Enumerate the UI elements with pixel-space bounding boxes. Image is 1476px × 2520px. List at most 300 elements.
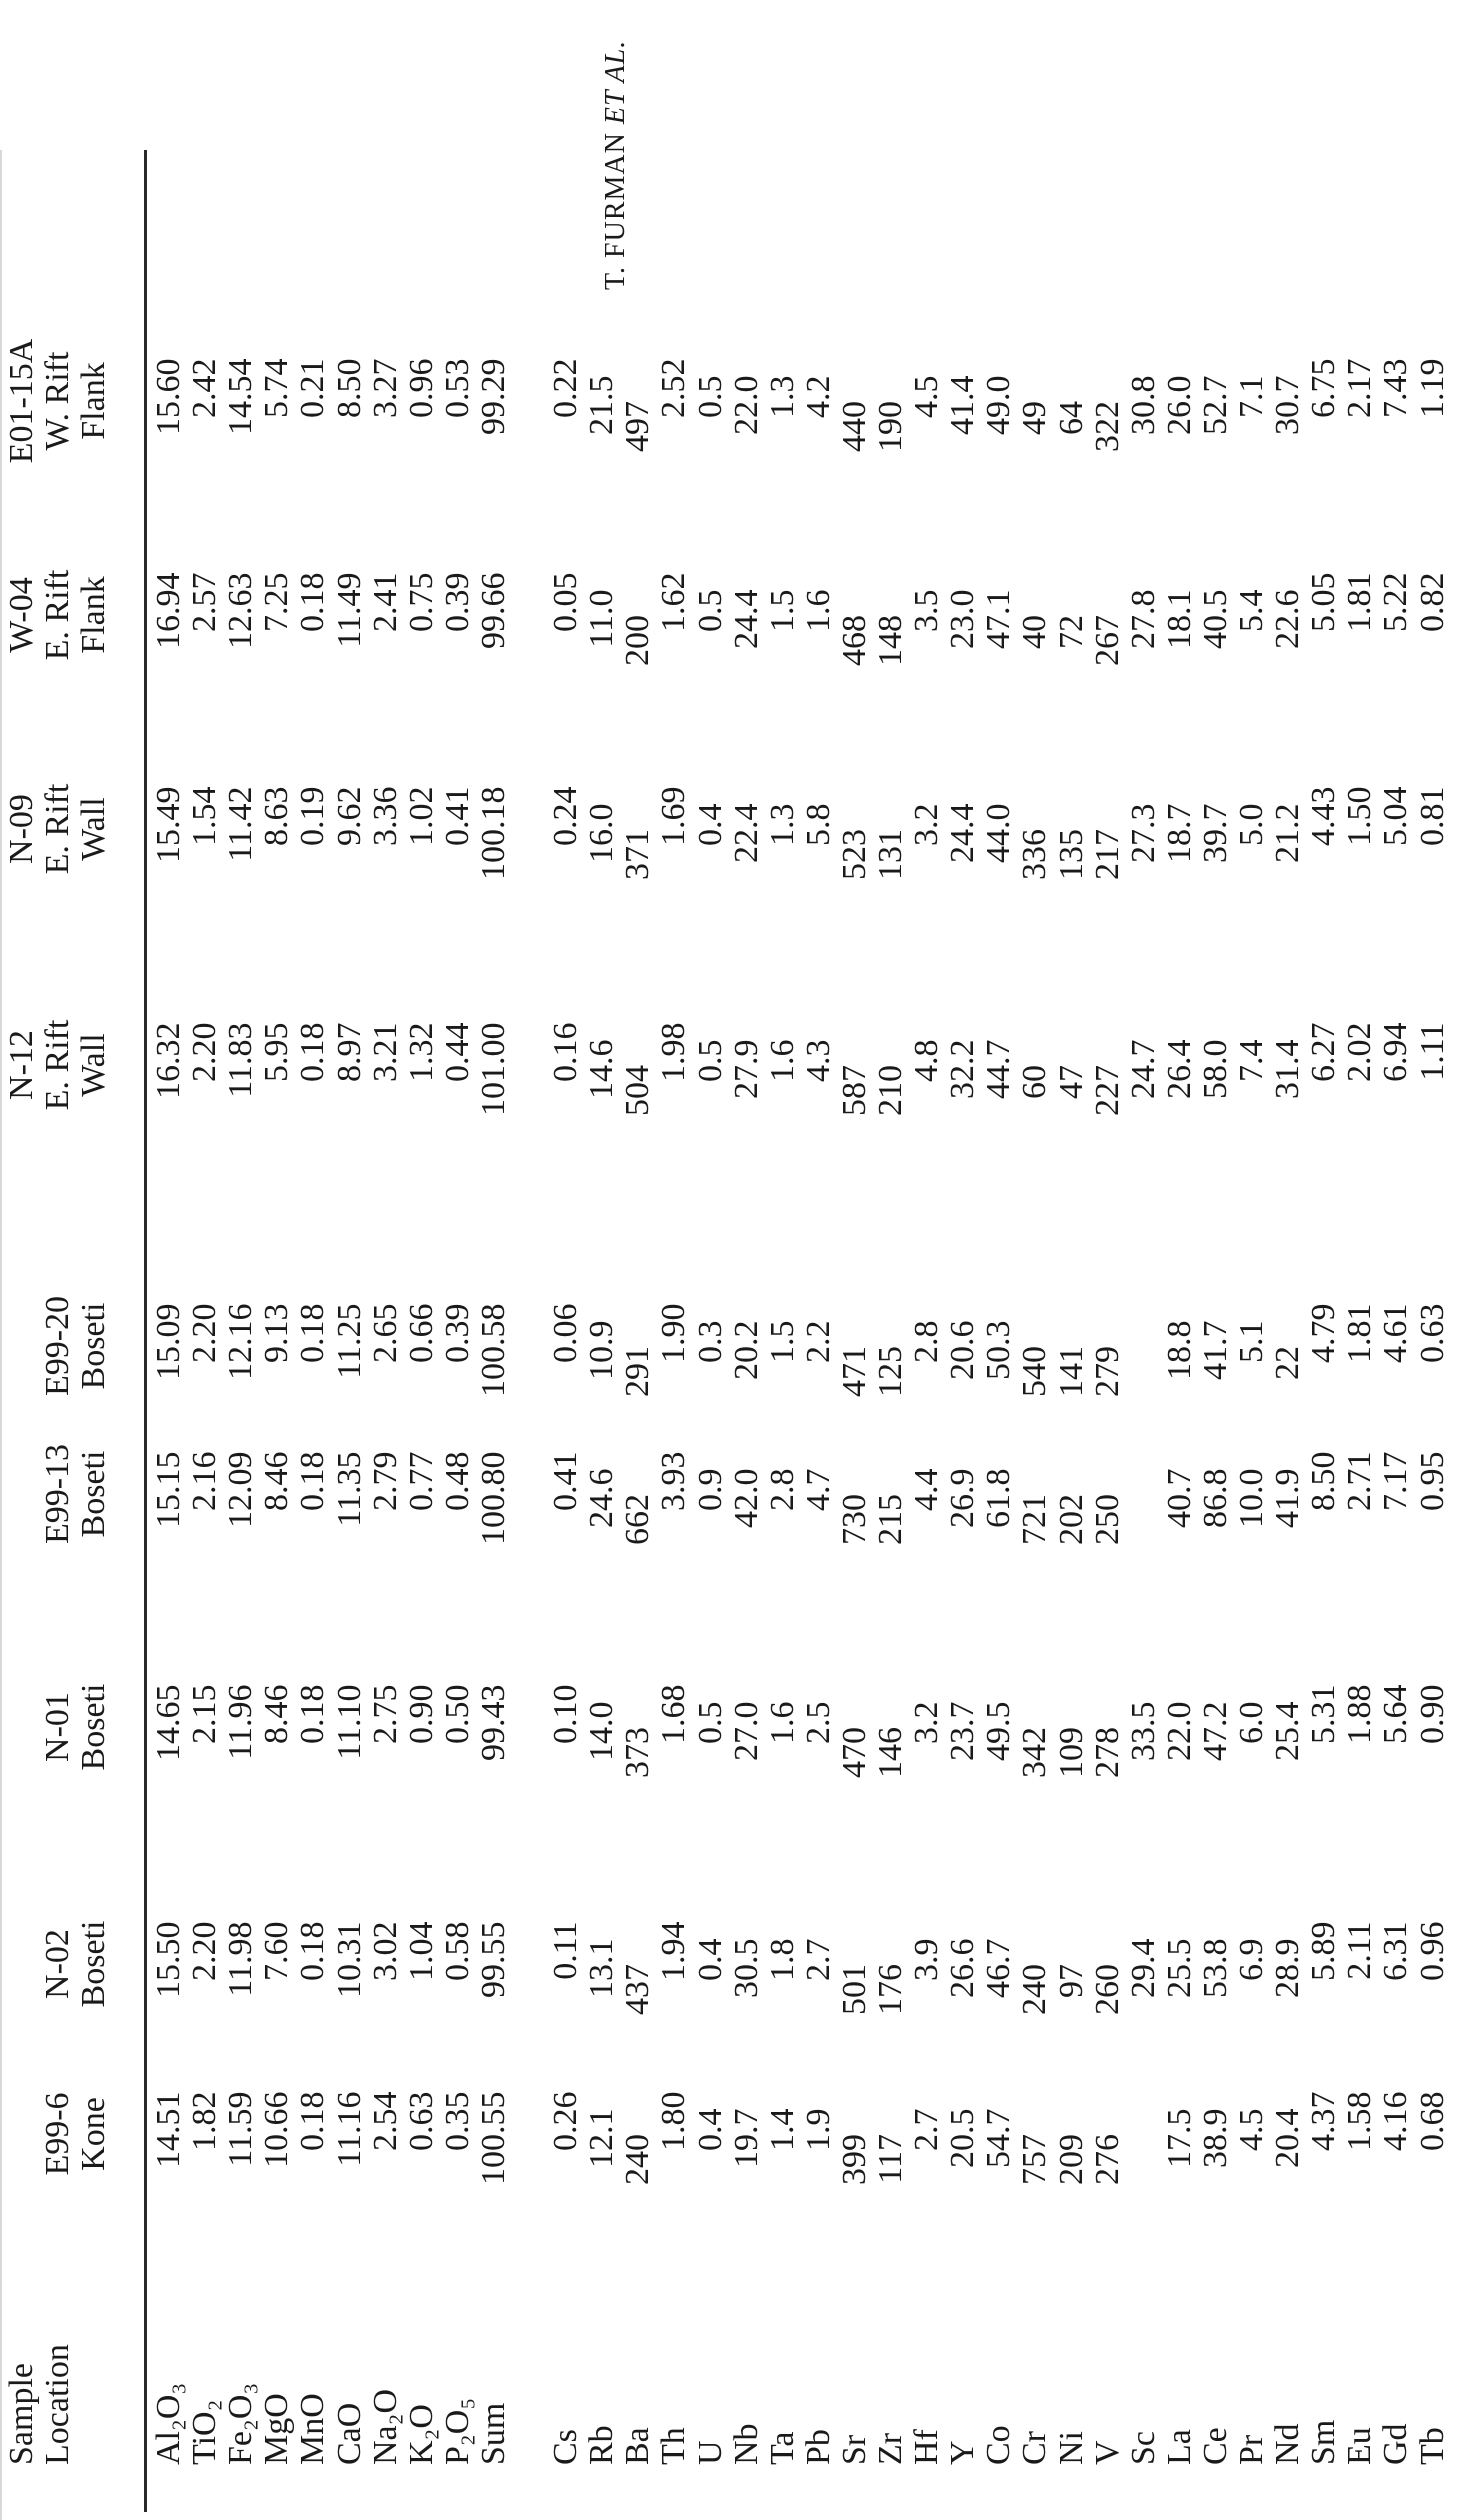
table-cell: 5.1 [1233, 1320, 1270, 1363]
row-label: Th [655, 2427, 693, 2465]
table-cell: 12.16 [222, 1303, 260, 1380]
table-cell: 540 [1016, 1346, 1054, 1397]
table-cell: 1.68 [655, 1684, 693, 1744]
table-cell: 27.3 [1124, 803, 1162, 863]
table-cell: 23.7 [944, 1701, 982, 1761]
table-cell: 176 [872, 1964, 909, 2015]
table-cell: 18.1 [1160, 589, 1198, 649]
table-cell: 0.18 [294, 572, 332, 632]
table-cell: 22.6 [1269, 589, 1307, 649]
table-cell: 58.0 [1196, 1039, 1234, 1099]
row-label: P₂O₅ [438, 2397, 476, 2465]
table-cell: 20.4 [1269, 2108, 1307, 2168]
table-cell: 14.6 [583, 1039, 621, 1099]
row-label: Y [944, 2440, 982, 2465]
table-cell: 440 [835, 401, 873, 452]
table-cell: 25.5 [1160, 1938, 1198, 1998]
table-cell: 27.8 [1124, 589, 1162, 649]
table-cell: 14.65 [150, 1684, 187, 1761]
table-cell: 501 [835, 1964, 873, 2015]
table-cell: 24.4 [944, 803, 982, 863]
column-header-location: Boseti [75, 1450, 112, 1538]
row-label: Nb [727, 2423, 765, 2465]
table-cell: 371 [619, 829, 657, 880]
table-cell: 5.8 [799, 803, 837, 846]
table-cell: 3.36 [366, 786, 404, 846]
table-cell: 22.0 [727, 375, 765, 435]
table-cell: 1.02 [402, 786, 440, 846]
table-cell: 217 [1088, 829, 1126, 880]
table-cell: 1.04 [402, 1921, 440, 1981]
table-cell: 2.2 [799, 1320, 837, 1363]
table-cell: 11.49 [330, 572, 368, 648]
table-cell: 8.46 [258, 1684, 296, 1744]
table-cell: 6.31 [1377, 1921, 1415, 1981]
column-header-location: W. Rift [39, 351, 76, 451]
table-cell: 26.4 [1160, 1039, 1198, 1099]
table-cell: 1.3 [763, 803, 801, 846]
row-label: Tb [1413, 2427, 1451, 2465]
table-cell: 40.7 [1160, 1468, 1198, 1528]
table-cell: 1.94 [655, 1921, 693, 1981]
table-cell: 342 [1016, 1727, 1054, 1778]
table-cell: 18.7 [1160, 803, 1198, 863]
table-cell: 10.9 [583, 1320, 621, 1380]
table-cell: 49.0 [980, 375, 1018, 435]
row-label: Sum [474, 2402, 512, 2465]
table-cell: 0.5 [691, 589, 729, 632]
table-cell: 20.2 [727, 1320, 765, 1380]
table-cell: 10.0 [1233, 1468, 1270, 1528]
table-cell: 20.5 [944, 2108, 982, 2168]
table-cell: 5.4 [1233, 589, 1270, 632]
table-cell: 0.58 [438, 1921, 476, 1981]
table-cell: 99.43 [474, 1684, 512, 1761]
row-label: Rb [583, 2425, 621, 2465]
table-cell: 240 [619, 2134, 657, 2185]
table-cell: 97 [1052, 1964, 1090, 1998]
table-cell: 504 [619, 1065, 657, 1116]
table-cell: 16.94 [150, 572, 187, 649]
table-cell: 6.0 [1233, 1701, 1270, 1744]
table-cell: 12.63 [222, 572, 260, 649]
table-cell: 32.2 [944, 1039, 982, 1099]
table-cell: 11.42 [222, 786, 260, 862]
table-cell: 2.20 [186, 1303, 224, 1363]
table-cell: 29.4 [1124, 1938, 1162, 1998]
table-cell: 15.09 [150, 1303, 187, 1380]
running-head-author: T. FURMAN [600, 132, 631, 290]
table-cell: 44.0 [980, 803, 1018, 863]
table-cell: 41.4 [944, 375, 982, 435]
table-cell: 0.68 [1413, 2091, 1451, 2151]
table-cell: 1.58 [1341, 2091, 1379, 2151]
column-header-sample: E99-6 [39, 2092, 76, 2176]
table-cell: 5.64 [1377, 1684, 1415, 1744]
row-label: Zr [872, 2432, 909, 2465]
column-header-sample: E99-13 [39, 1443, 76, 1545]
table-cell: 61.8 [980, 1468, 1018, 1528]
table-cell: 53.8 [1196, 1938, 1234, 1998]
table-cell: 1.5 [763, 1320, 801, 1363]
table-cell: 6.27 [1305, 1022, 1343, 1082]
table-cell: 49.5 [980, 1701, 1018, 1761]
table-cell: 1.8 [763, 1938, 801, 1981]
table-cell: 200 [619, 615, 657, 666]
table-cell: 18.8 [1160, 1320, 1198, 1380]
table-cell: 14.0 [583, 1701, 621, 1761]
table-cell: 60 [1016, 1065, 1054, 1099]
row-label: Cs [547, 2429, 585, 2465]
table-cell: 21.5 [583, 375, 621, 435]
table-cell: 260 [1088, 1964, 1126, 2015]
table-cell: 4.5 [908, 375, 946, 418]
table-cell: 0.18 [294, 1451, 332, 1511]
table-cell: 72 [1052, 615, 1090, 649]
table-cell: 1.81 [1341, 572, 1379, 632]
table-cell: 4.8 [908, 1039, 946, 1082]
table-cell: 4.4 [908, 1468, 946, 1511]
table-cell: 0.77 [402, 1451, 440, 1511]
row-label: Ba [619, 2427, 657, 2465]
table-cell: 11.25 [330, 1303, 368, 1379]
row-label: Sr [835, 2434, 873, 2465]
table-cell: 0.11 [547, 1921, 585, 1980]
table-cell: 0.82 [1413, 572, 1451, 632]
table-cell: 100.18 [474, 786, 512, 880]
table-cell: 0.9 [691, 1468, 729, 1511]
table-cell: 0.75 [402, 572, 440, 632]
table-cell: 0.96 [402, 358, 440, 418]
column-header-sample: N-12 [3, 1030, 40, 1100]
table-cell: 2.71 [1341, 1451, 1379, 1511]
table-cell: 86.8 [1196, 1468, 1234, 1528]
column-header-location: E. Rift [39, 783, 76, 875]
row-label: U [691, 2440, 729, 2465]
table-cell: 14.54 [222, 358, 260, 435]
table-cell: 3.2 [908, 1701, 946, 1744]
table-cell: 2.20 [186, 1022, 224, 1082]
table-cell: 1.6 [799, 589, 837, 632]
table-cell: 0.05 [547, 572, 585, 632]
table-cell: 0.39 [438, 572, 476, 632]
table-cell: 5.89 [1305, 1921, 1343, 1981]
table-cell: 4.5 [1233, 2108, 1270, 2151]
table-cell: 141 [1052, 1346, 1090, 1397]
table-cell: 2.15 [186, 1684, 224, 1744]
table-cell: 4.16 [1377, 2091, 1415, 2151]
table-cell: 1.88 [1341, 1684, 1379, 1744]
column-header-location: Boseti [75, 1683, 112, 1771]
row-label: Ni [1052, 2431, 1090, 2465]
header-location-label: Location [39, 2344, 76, 2465]
table-cell: 0.39 [438, 1303, 476, 1363]
column-header-location: Kone [75, 2097, 112, 2171]
table-cell: 31.4 [1269, 1039, 1307, 1099]
table-cell: 1.6 [763, 1039, 801, 1082]
table-cell: 0.5 [691, 1039, 729, 1082]
column-header-location: E. Rift [39, 1019, 76, 1111]
table-cell: 730 [835, 1494, 873, 1545]
table-cell: 100.58 [474, 1303, 512, 1397]
table-cell: 0.3 [691, 1320, 729, 1363]
table-cell: 28.9 [1269, 1938, 1307, 1998]
table-cell: 8.50 [1305, 1451, 1343, 1511]
table-cell: 4.43 [1305, 786, 1343, 846]
table-cell: 523 [835, 829, 873, 880]
table-cell: 109 [1052, 1727, 1090, 1778]
table-cell: 52.7 [1196, 375, 1234, 435]
table-cell: 26.6 [944, 1938, 982, 1998]
row-label: Cr [1016, 2431, 1054, 2465]
table-cell: 0.90 [402, 1684, 440, 1744]
table-cell: 2.7 [908, 2108, 946, 2151]
table-cell: 50.3 [980, 1320, 1018, 1380]
table-cell: 47 [1052, 1065, 1090, 1099]
table-cell: 0.4 [691, 1938, 729, 1981]
table-cell: 7.17 [1377, 1451, 1415, 1511]
row-label: TiO₂ [186, 2399, 224, 2465]
table-cell: 1.90 [655, 1303, 693, 1363]
table-cell: 24.6 [583, 1468, 621, 1528]
table-cell: 190 [872, 401, 909, 452]
table-cell: 19.7 [727, 2108, 765, 2168]
column-header-sample: N-09 [3, 794, 40, 864]
table-cell: 1.62 [655, 572, 693, 632]
table-cell: 7.1 [1233, 375, 1270, 418]
table-cell: 3.02 [366, 1921, 404, 1981]
table-cell: 470 [835, 1727, 873, 1778]
table-cell: 2.02 [1341, 1022, 1379, 1082]
table-cell: 0.48 [438, 1451, 476, 1511]
row-label: MgO [258, 2393, 296, 2465]
table-cell: 148 [872, 615, 909, 666]
table-cell: 11.10 [330, 1684, 368, 1760]
table-cell: 7.60 [258, 1921, 296, 1981]
table-cell: 11.59 [222, 2091, 260, 2167]
row-label: Fe₂O₃ [222, 2382, 260, 2465]
table-cell: 5.04 [1377, 786, 1415, 846]
table-cell: 12.1 [583, 2108, 621, 2168]
table-cell: 44.7 [980, 1039, 1018, 1099]
row-label: Sm [1305, 2419, 1343, 2465]
row-label: Pb [799, 2429, 837, 2465]
table-cell: 7.43 [1377, 358, 1415, 418]
table-cell: 125 [872, 1346, 909, 1397]
table-cell: 14.51 [150, 2091, 187, 2168]
table-cell: 5.95 [258, 1022, 296, 1082]
table-cell: 22.4 [727, 803, 765, 863]
table-cell: 47.2 [1196, 1701, 1234, 1761]
table-cell: 99.66 [474, 572, 512, 649]
table-cell: 24.4 [727, 589, 765, 649]
table-cell: 2.75 [366, 1684, 404, 1744]
column-header-location: Flank [75, 576, 112, 654]
table-cell: 11.35 [330, 1451, 368, 1527]
table-cell: 6.9 [1233, 1938, 1270, 1981]
table-cell: 250 [1088, 1494, 1126, 1545]
row-label: Al₂O₃ [150, 2382, 187, 2465]
table-cell: 3.93 [655, 1451, 693, 1511]
table-cell: 1.19 [1413, 358, 1451, 418]
running-head [600, 40, 632, 290]
table-cell: 9.62 [330, 786, 368, 846]
table-cell: 322 [1088, 401, 1126, 452]
table-cell: 5.31 [1305, 1684, 1343, 1744]
table-cell: 0.53 [438, 358, 476, 418]
table-cell: 5.22 [1377, 572, 1415, 632]
table-cell: 46.7 [980, 1938, 1018, 1998]
table-cell: 2.8 [763, 1468, 801, 1511]
table-cell: 471 [835, 1346, 873, 1397]
table-cell: 0.10 [547, 1684, 585, 1744]
table-cell: 240 [1016, 1964, 1054, 2015]
table-cell: 1.50 [1341, 786, 1379, 846]
table-cell: 5.74 [258, 358, 296, 418]
table-cell: 99.55 [474, 1921, 512, 1998]
table-cell: 1.54 [186, 786, 224, 846]
column-header-sample: E01-15A [3, 338, 40, 464]
table-cell: 33.5 [1124, 1701, 1162, 1761]
table-cell: 2.65 [366, 1303, 404, 1363]
table-cell: 3.27 [366, 358, 404, 418]
table-cell: 0.22 [547, 358, 585, 418]
table-cell: 6.75 [1305, 358, 1343, 418]
table-cell: 4.79 [1305, 1303, 1343, 1363]
table-cell: 131 [872, 829, 909, 880]
table-cell: 13.1 [583, 1938, 621, 1998]
column-header-location: E. Rift [39, 569, 76, 661]
column-header-sample: E99-20 [39, 1295, 76, 1397]
table-cell: 25.4 [1269, 1701, 1307, 1761]
table-cell: 2.20 [186, 1921, 224, 1981]
table-cell: 30.8 [1124, 375, 1162, 435]
row-label: MnO [294, 2393, 332, 2465]
table-cell: 291 [619, 1346, 657, 1397]
column-header-location: Flank [75, 362, 112, 440]
table-cell: 279 [1088, 1346, 1126, 1397]
table-cell: 16.32 [150, 1022, 187, 1099]
table-cell: 99.29 [474, 358, 512, 435]
table-cell: 146 [872, 1727, 909, 1778]
table-cell: 1.6 [763, 1701, 801, 1744]
table-cell: 20.6 [944, 1320, 982, 1380]
table-cell: 3.21 [366, 1022, 404, 1082]
table-cell: 0.18 [294, 1303, 332, 1363]
row-label: Nd [1269, 2423, 1307, 2465]
table-cell: 4.61 [1377, 1303, 1415, 1363]
table-cell: 54.7 [980, 2108, 1018, 2168]
table-cell: 0.4 [691, 2108, 729, 2151]
table-cell: 30.5 [727, 1938, 765, 1998]
table-cell: 117 [872, 2134, 909, 2184]
row-label: V [1088, 2440, 1126, 2465]
table-cell: 7.25 [258, 572, 296, 632]
table-cell: 40 [1016, 615, 1054, 649]
table-cell: 8.63 [258, 786, 296, 846]
table-cell: 215 [872, 1494, 909, 1545]
row-label: Ce [1196, 2427, 1234, 2465]
table-cell: 373 [619, 1727, 657, 1778]
table-cell: 0.21 [294, 358, 332, 418]
table-cell: 0.44 [438, 1022, 476, 1082]
table-cell: 2.42 [186, 358, 224, 418]
table-cell: 22 [1269, 1346, 1307, 1380]
table-cell: 10.66 [258, 2091, 296, 2168]
table-cell: 4.37 [1305, 2091, 1343, 2151]
table-cell: 0.41 [547, 1451, 585, 1511]
table-cell: 497 [619, 401, 657, 452]
row-label: Eu [1341, 2427, 1379, 2465]
table-cell: 11.83 [222, 1022, 260, 1098]
table-cell: 0.35 [438, 2091, 476, 2151]
table-cell: 757 [1016, 2134, 1054, 2185]
table-cell: 7.4 [1233, 1039, 1270, 1082]
table-cell: 1.9 [799, 2108, 837, 2151]
table-cell: 11.0 [583, 589, 621, 648]
table-cell: 0.4 [691, 803, 729, 846]
table-cell: 39.7 [1196, 803, 1234, 863]
table-cell: 0.63 [1413, 1303, 1451, 1363]
table-cell: 0.18 [294, 2091, 332, 2151]
table-cell: 101.00 [474, 1022, 512, 1116]
running-head-suffix: ET AL. [600, 39, 631, 125]
table-cell: 721 [1016, 1494, 1054, 1545]
table-cell: 21.2 [1269, 803, 1307, 863]
table-cell: 11.16 [330, 2091, 368, 2167]
table-cell: 1.81 [1341, 1303, 1379, 1363]
table-cell: 3.2 [908, 803, 946, 846]
table-cell: 0.5 [691, 1701, 729, 1744]
table-cell: 1.5 [763, 589, 801, 632]
table-cell: 1.11 [1413, 1022, 1451, 1081]
column-header-location: Boseti [75, 1302, 112, 1390]
table-cell: 5.0 [1233, 803, 1270, 846]
table-cell: 27.0 [727, 1701, 765, 1761]
table-cell: 1.80 [655, 2091, 693, 2151]
table-cell: 0.63 [402, 2091, 440, 2151]
table-cell: 27.9 [727, 1039, 765, 1099]
table-cell: 2.16 [186, 1451, 224, 1511]
table-cell: 468 [835, 615, 873, 666]
table-cell: 40.5 [1196, 589, 1234, 649]
row-label: La [1160, 2429, 1198, 2465]
table-cell: 2.57 [186, 572, 224, 632]
table-cell: 41.9 [1269, 1468, 1307, 1528]
table-cell: 0.50 [438, 1684, 476, 1744]
row-label: Gd [1377, 2423, 1415, 2465]
table-cell: 10.31 [330, 1921, 368, 1998]
header-rule [144, 150, 147, 2512]
table-cell: 0.16 [547, 1022, 585, 1082]
row-label: Na₂O [366, 2388, 404, 2465]
table-cell: 0.96 [1413, 1921, 1451, 1981]
table-cell: 5.05 [1305, 572, 1343, 632]
table-cell: 12.09 [222, 1451, 260, 1528]
table-cell: 41.7 [1196, 1320, 1234, 1380]
column-header-sample: W-04 [3, 577, 40, 653]
table-cell: 1.4 [763, 2108, 801, 2151]
table-cell: 9.13 [258, 1303, 296, 1363]
table-cell: 11.96 [222, 1684, 260, 1760]
table-cell: 135 [1052, 829, 1090, 880]
table-cell: 399 [835, 2134, 873, 2185]
row-label: K₂O [402, 2404, 440, 2465]
table-cell: 4.7 [799, 1468, 837, 1511]
table-cell: 49 [1016, 401, 1054, 435]
table-cell: 26.9 [944, 1468, 982, 1528]
table-cell: 0.81 [1413, 786, 1451, 846]
